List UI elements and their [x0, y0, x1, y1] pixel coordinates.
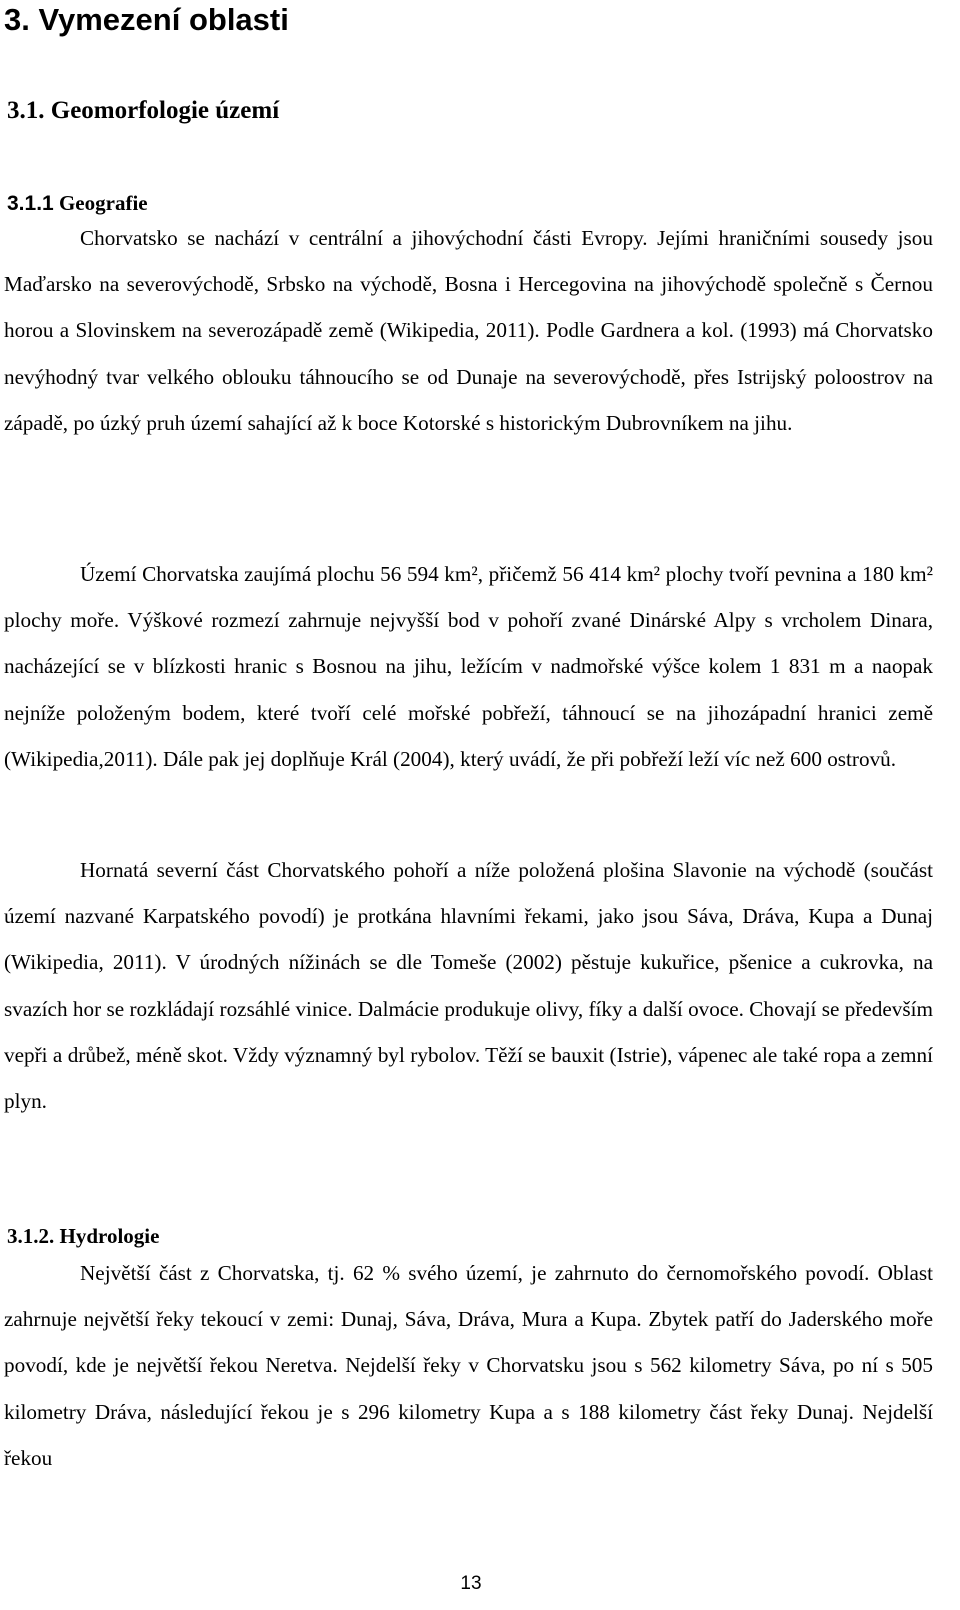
hydrologie-paragraph-1-block — [4, 1250, 933, 1481]
section-title: 3.1. Geomorfologie území — [7, 97, 280, 124]
body-paragraph: Území Chorvatska zaujímá plochu 56 594 km², přičemž 56 414 km² plochy tvoří pevnina a 180 km² plochy moře. Výškové rozmezí zahrnuje nejvyšší bod v pohoří zvané Dinárské Alpy s vrcholem Dinara, nacházející se v blízkosti hranic s Bosnou na jihu, ležícím v nadmořské výšce kolem 1 831 m a naopak nejníže položeným bodem, které tvoří celé mořské pobřeží, táhnoucí se na jihozápadní hranici země (Wikipedia,2011). Dále pak jej doplňuje Král (2004), který uvádí, že při pobřeží leží víc než 600 ostrovů. — [4, 562, 933, 771]
page-number: 13 — [460, 1573, 482, 1594]
chapter-title: 3. Vymezení oblasti — [4, 2, 289, 37]
subsection-heading-hydrologie — [7, 1221, 159, 1251]
subsection-number: 3.1.1 — [7, 192, 54, 215]
geografie-paragraph-2-block — [4, 551, 933, 782]
body-paragraph: Největší část z Chorvatska, tj. 62 % svého území, je zahrnuto do černomořského povodí. Oblast zahrnuje největší řeky tekoucí v zemi: Dunaj, Sáva, Dráva, Mura a Kupa. Zbytek patří do Jaderského moře povodí, kde je největší řekou Neretva. Nejdelší řeky v Chorvatsku jsou s 562 kilometry Sáva, po ní s 505 kilometry Dráva, následující řekou je s 296 kilometry Kupa a s 188 kilometry část řeky Dunaj. Nejdelší řekou — [4, 1261, 933, 1470]
geografie-paragraph-3-block — [4, 847, 933, 1124]
body-paragraph: Chorvatsko se nachází v centrální a jihovýchodní části Evropy. Jejími hraničními sousedy jsou Maďarsko na severovýchodě, Srbsko na východě, Bosna i Hercegovina na jihovýchodě společně s Černou horou a Slovinskem na severozápadě země (Wikipedia, 2011). Podle Gardnera a kol. (1993) má Chorvatsko nevýhodný tvar velkého oblouku táhnoucího se od Dunaje na severovýchodě, přes Istrijský poloostrov na západě, po úzký pruh území sahající až k boce Kotorské s historickým Dubrovníkem na jihu. — [4, 226, 933, 435]
body-paragraph: Hornatá severní část Chorvatského pohoří a níže položená plošina Slavonie na východě (součást území nazvané Karpatského povodí) je protkána hlavními řekami, jako jsou Sáva, Dráva, Kupa a Dunaj (Wikipedia, 2011). V úrodných nížinách se dle Tomeše (2002) pěstuje kukuřice, pšenice a cukrovka, na svazích hor se rozkládají rozsáhlé vinice. Dalmácie produkuje olivy, fíky a další ovoce. Chovají se především vepři a drůbež, méně skot. Vždy významný byl rybolov. Těží se bauxit (Istrie), vápenec ale také ropa a zemní plyn. — [4, 858, 933, 1114]
geografie-paragraph-1-block — [4, 215, 933, 446]
subsection-number: 3.1.2. — [7, 1224, 55, 1248]
subsection-title: Geografie — [58, 191, 148, 215]
subsection-title: Hydrologie — [59, 1224, 160, 1248]
